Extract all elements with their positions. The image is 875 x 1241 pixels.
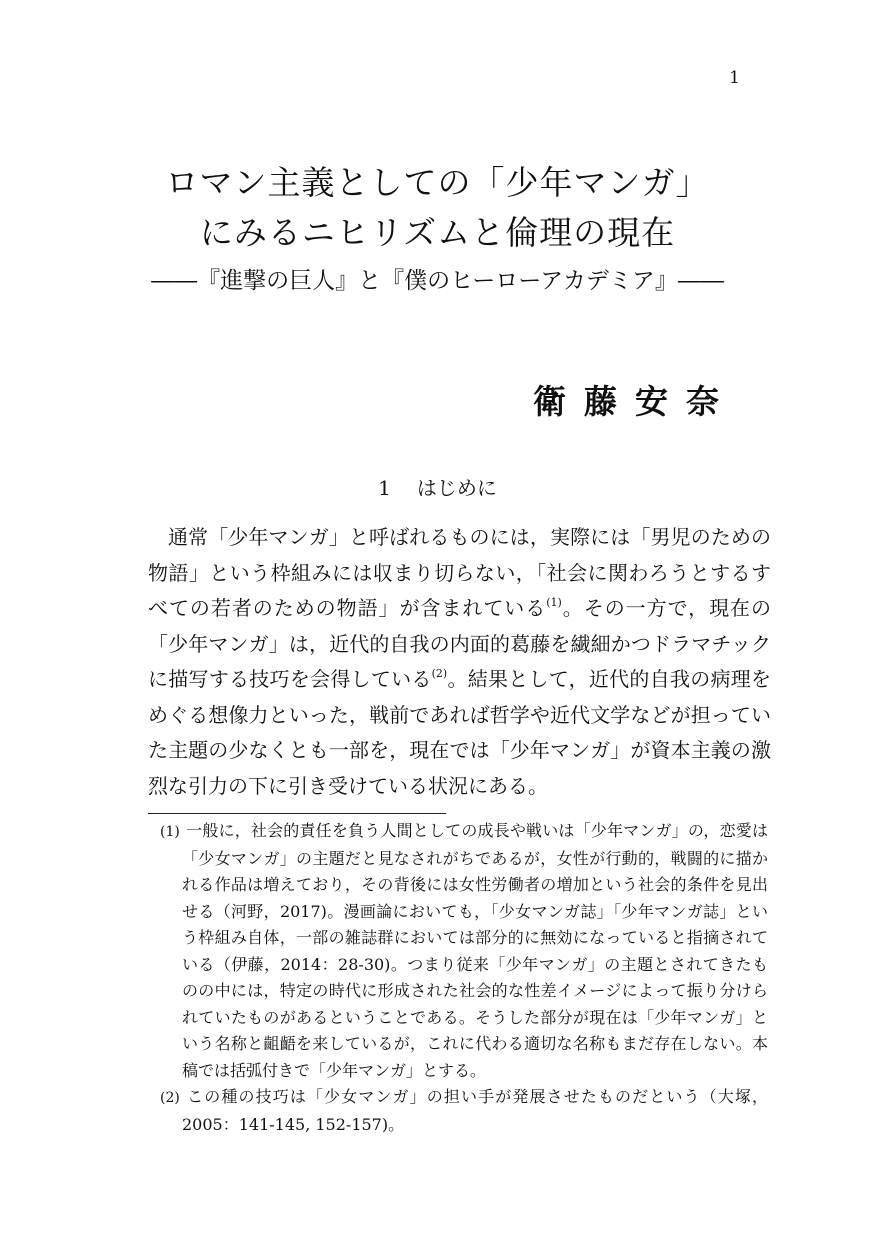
footnote-ref-2[interactable]: (2) bbox=[431, 667, 448, 680]
paper-title-line-1: ロマン主義としての「少年マンガ」 bbox=[165, 163, 710, 202]
footnote-mark-1: (1) bbox=[160, 824, 180, 840]
body-text-part-1: 通常「少年マンガ」と呼ばれるものには，実際には「男児のための物語」という枠組みには収まり切らない，「社会に関わろうとするすべての若者のための物語」が含まれている bbox=[148, 525, 771, 620]
footnote-2 bbox=[160, 1084, 768, 1138]
section-title: はじめに bbox=[416, 476, 497, 500]
footnote-1 bbox=[160, 818, 768, 1084]
paper-title-line-2: にみるニヒリズムと倫理の現在 bbox=[199, 213, 676, 252]
body-paragraph bbox=[148, 520, 771, 804]
section-heading bbox=[0, 472, 875, 501]
title-block bbox=[0, 158, 875, 296]
footnote-mark-2: (2) bbox=[160, 1090, 180, 1106]
author-name: 衛藤安奈 bbox=[533, 382, 737, 421]
footnote-ref-1[interactable]: (1) bbox=[546, 596, 562, 609]
body-text-part-3: 。結果として，近代的自我の病理をめぐる想像力といった，戦前であれば哲学や近代文学などが担っていた主題の少なくとも一部を，現在では「少年マンガ」が資本主義の激烈な引力の下に引き受けている状況にある。 bbox=[148, 667, 771, 798]
section-number: 1 bbox=[378, 476, 391, 500]
paper-subtitle: ――『進撃の巨人』と『僕のヒーローアカデミア』―― bbox=[151, 268, 724, 294]
page-number: 1 bbox=[729, 68, 740, 88]
footnote-text-1: 一般に，社会的責任を負う人間としての成長や戦いは「少年マンガ」の，恋愛は「少女マンガ」の主題だと見なされがちであるが，女性が行動的，戦闘的に描かれる作品は増えており，その背後には女性労働者の増加という社会的条件を見出せる（河野，2017)。漫画論においても，「少女マンガ誌」「少年マンガ誌」という枠組み自体，一部の雑誌群においては部分的に無効になっていると指摘されている（伊藤，2014：28-30)。つまり従来「少年マンガ」の主題とされてきたものの中には，特定の時代に形成された社会的な性差イメージによって振り分けられていたものがあるということである。そうした部分が現在は「少年マンガ」という名称と齟齬を来しているが，これに代わる適切な名称もまだ存在しない。本稿では括弧付きで「少年マンガ」とする。 bbox=[182, 821, 768, 1080]
footnotes bbox=[160, 818, 768, 1138]
body-text-part-2: 。その一方で，現在の「少年マンガ」は，近代的自我の内面的葛藤を繊細かつドラマチックに描写する技巧を会得している bbox=[148, 596, 771, 691]
footnote-divider bbox=[148, 813, 446, 814]
footnote-text-2: この種の技巧は「少女マンガ」の担い手が発展させたものだという（大塚，2005：141-145, 152-157)。 bbox=[182, 1087, 768, 1134]
